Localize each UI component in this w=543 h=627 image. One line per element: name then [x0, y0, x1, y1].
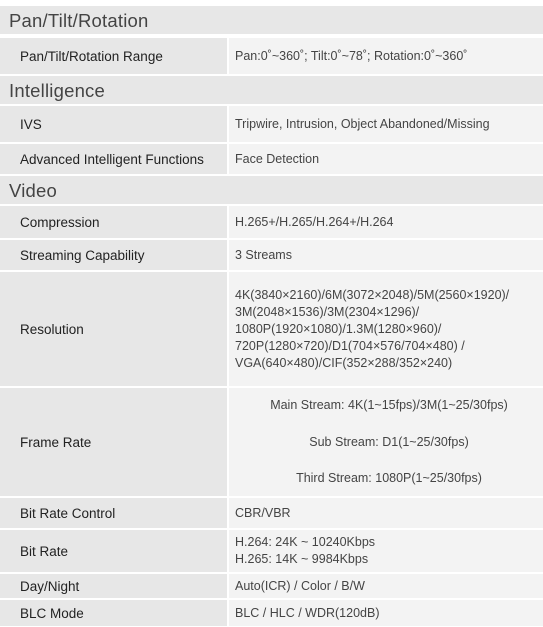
spec-label: Compression — [0, 206, 227, 238]
spec-row-bit-rate — [0, 530, 543, 572]
spec-label: Bit Rate Control — [0, 498, 227, 528]
spec-row-bit-rate-control — [0, 498, 543, 528]
spec-value: H.264: 24K ~ 10240Kbps H.265: 14K ~ 9984Kbps — [229, 530, 543, 572]
spec-row-compression — [0, 206, 543, 238]
section-title: Video — [9, 180, 57, 201]
spec-value: 4K(3840×2160)/6M(3072×2048)/5M(2560×1920)/ 3M(2048×1536)/3M(2304×1296)/ 1080P(1920×1080)/1.3M(1280×960)/ 720P(1280×720)/D1(704×576/704×480) / VGA(640×480)/CIF(352×288/352×240) — [229, 272, 543, 386]
spec-row-ptr-range — [0, 38, 543, 74]
spec-row-ivs — [0, 106, 543, 142]
spec-row-resolution — [0, 272, 543, 386]
spec-row-streaming — [0, 240, 543, 270]
spec-value: Main Stream: 4K(1~15fps)/3M(1~25/30fps) — [264, 388, 508, 423]
spec-label: Advanced Intelligent Functions — [0, 144, 227, 174]
spec-value: Third Stream: 1080P(1~25/30fps) — [290, 461, 482, 496]
spec-row-blc-mode — [0, 600, 543, 626]
spec-value: CBR/VBR — [229, 498, 543, 528]
spec-label: Streaming Capability — [0, 240, 227, 270]
spec-value-group — [229, 388, 543, 496]
spec-label: IVS — [0, 106, 227, 142]
spec-row-frame-rate — [0, 388, 543, 496]
spec-value: Sub Stream: D1(1~25/30fps) — [303, 425, 468, 460]
spec-label: BLC Mode — [0, 600, 227, 626]
spec-label: Day/Night — [0, 574, 227, 598]
spec-row-day-night — [0, 574, 543, 598]
spec-value: Pan:0˚~360˚; Tilt:0˚~78˚; Rotation:0˚~360˚ — [229, 38, 543, 74]
spec-value: 3 Streams — [229, 240, 543, 270]
section-header-intelligence — [0, 76, 543, 104]
spec-value: Auto(ICR) / Color / B/W — [229, 574, 543, 598]
spec-row-advanced-intelligent — [0, 144, 543, 174]
spec-value: Tripwire, Intrusion, Object Abandoned/Missing — [229, 106, 543, 142]
spec-value: BLC / HLC / WDR(120dB) — [229, 600, 543, 626]
spec-value: H.265+/H.265/H.264+/H.264 — [229, 206, 543, 238]
spec-label: Bit Rate — [0, 530, 227, 572]
section-header-video — [0, 176, 543, 204]
section-title: Intelligence — [9, 80, 105, 101]
spec-label: Resolution — [0, 272, 227, 386]
spec-label: Frame Rate — [0, 388, 227, 496]
section-header-pan-tilt-rotation — [0, 6, 543, 34]
section-title: Pan/Tilt/Rotation — [9, 10, 149, 31]
spec-label: Pan/Tilt/Rotation Range — [0, 38, 227, 74]
spec-value: Face Detection — [229, 144, 543, 174]
